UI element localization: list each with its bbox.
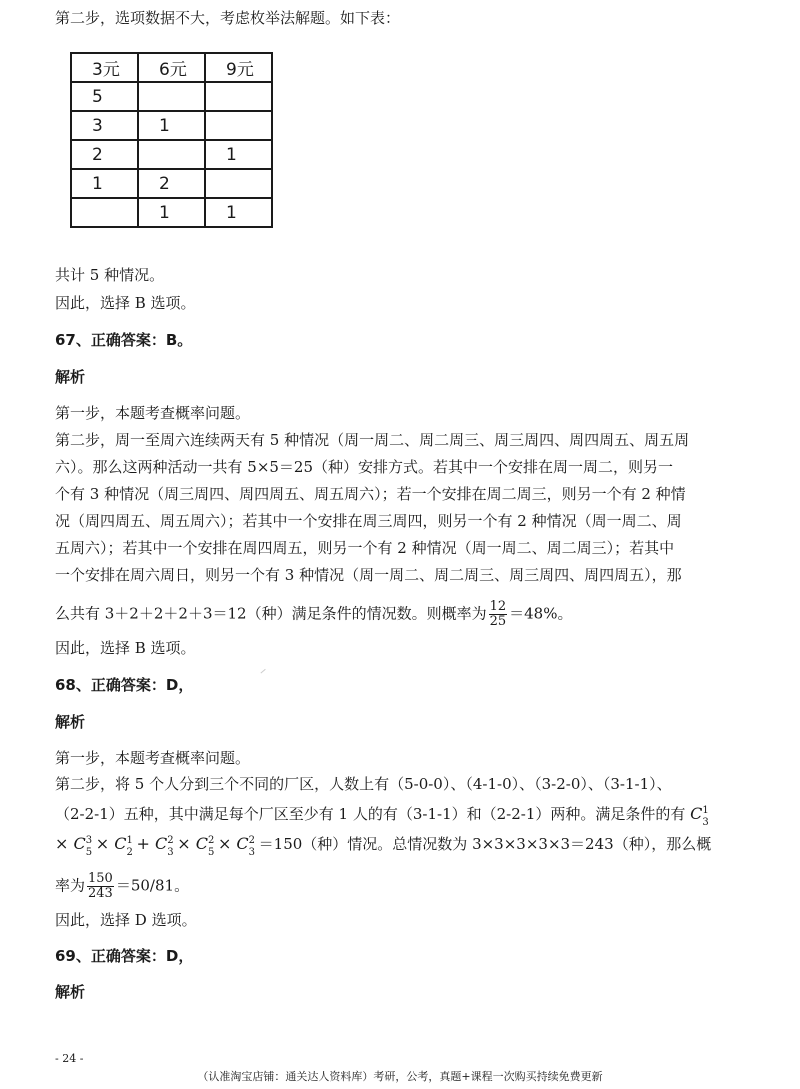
table-cell: 1 <box>138 111 205 140</box>
table-header: 3元 <box>71 53 138 82</box>
q67-line: 个有 3 种情况（周三周四、周四周五、周五周六）；若一个安排在周二周三，则另一个有 2 种情 <box>55 485 686 503</box>
q69-heading: 69、正确答案：D， <box>55 947 194 965</box>
page-number: - 24 - <box>55 1052 84 1065</box>
combination-c31: C 1 3 <box>690 804 709 828</box>
q68-step1: 第一步，本题考查概率问题。 <box>55 749 251 767</box>
q68-line: 第二步，将 5 个人分到三个不同的厂区，人数上有（5-0-0）、（4-1-0）、（3-2-0）、（3-1-1）、 <box>55 775 672 793</box>
q68-formula-line <box>55 834 712 858</box>
q67-line: 况（周四周五、周五周六）；若其中一个安排在周三周四，则另一个有 2 种情况（周一周二、周 <box>55 512 682 530</box>
q68-fraction <box>87 872 114 901</box>
q68-line-text: （2-2-1）五种，其中满足每个厂区至少有 1 人的有（3-1-1）和（2-2-1）两种。满足条件的有 <box>55 805 686 823</box>
table-cell: 1 <box>205 140 272 169</box>
table-cell: 2 <box>71 140 138 169</box>
table-cell <box>138 140 205 169</box>
table-cell <box>205 169 272 198</box>
table-row <box>71 82 272 111</box>
fraction-denominator: 243 <box>88 886 113 901</box>
q68-analysis-label: 解析 <box>55 713 86 731</box>
fraction-numerator: 150 <box>88 871 113 886</box>
q68-line-text: 率为 <box>55 876 86 895</box>
total-cases: 共计 5 种情况。 <box>55 266 165 284</box>
table-header-row <box>71 53 272 82</box>
table-cell <box>205 82 272 111</box>
q68-heading: 68、正确答案：D， <box>55 676 194 694</box>
q67-line-text: 么共有 3＋2＋2＋2＋3＝12（种）满足条件的情况数。则概率为 <box>55 604 487 623</box>
table-header: 9元 <box>205 53 272 82</box>
table-cell: 1 <box>205 198 272 227</box>
enumeration-table <box>70 52 273 228</box>
scan-mark <box>260 669 269 678</box>
footer-note: （认准淘宝店铺：通关达人资料库）考研，公考，真题+课程一次购买持续免费更新 <box>197 1070 603 1083</box>
q68-line-text: ＝150（种）情况。总情况数为 3×3×3×3×3＝243（种），那么概 <box>258 835 712 853</box>
q67-line-text: ＝48%。 <box>509 604 573 623</box>
q67-probability-line <box>55 600 572 629</box>
q67-step1: 第一步，本题考查概率问题。 <box>55 404 251 422</box>
fraction-denominator: 25 <box>489 614 507 629</box>
q68-probability-line <box>55 872 189 901</box>
q67-heading: 67、正确答案：B。 <box>55 331 193 349</box>
table-row <box>71 198 272 227</box>
table-row <box>71 169 272 198</box>
table-header: 6元 <box>138 53 205 82</box>
q67-fraction <box>489 600 508 629</box>
table-cell <box>138 82 205 111</box>
table-cell <box>71 198 138 227</box>
table-cell <box>205 111 272 140</box>
combination-formula: × C 3 5 × C 1 2 + C 2 3 × C 2 5 × C 2 3 <box>55 834 256 858</box>
q67-line: 五周六）；若其中一个安排在周四周五，则另一个有 2 种情况（周一周二、周二周三）；若其中 <box>55 539 675 557</box>
table-cell: 2 <box>138 169 205 198</box>
table-row <box>71 140 272 169</box>
table-cell: 1 <box>138 198 205 227</box>
table-cell: 3 <box>71 111 138 140</box>
q67-line: 第二步，周一至周六连续两天有 5 种情况（周一周二、周二周三、周三周四、周四周五、周五周 <box>55 431 690 449</box>
choose-b: 因此，选择 B 选项。 <box>55 294 196 312</box>
q67-choose: 因此，选择 B 选项。 <box>55 639 196 657</box>
table-row <box>71 111 272 140</box>
fraction-numerator: 12 <box>489 599 507 614</box>
q68-line <box>55 804 712 828</box>
q67-line: 一个安排在周六周日，则另一个有 3 种情况（周一周二、周二周三、周三周四、周四周五），那 <box>55 566 682 584</box>
q67-analysis-label: 解析 <box>55 368 86 386</box>
table-cell: 1 <box>71 169 138 198</box>
q68-choose: 因此，选择 D 选项。 <box>55 911 197 929</box>
step2-intro: 第二步，选项数据不大，考虑枚举法解题。如下表： <box>55 9 401 27</box>
q67-line: 六）。那么这两种活动一共有 5×5＝25（种）安排方式。若其中一个安排在周一周二，则另一 <box>55 458 674 476</box>
q68-line-text: ＝50/81。 <box>115 876 190 895</box>
table-cell: 5 <box>71 82 138 111</box>
q69-analysis-label: 解析 <box>55 983 86 1001</box>
